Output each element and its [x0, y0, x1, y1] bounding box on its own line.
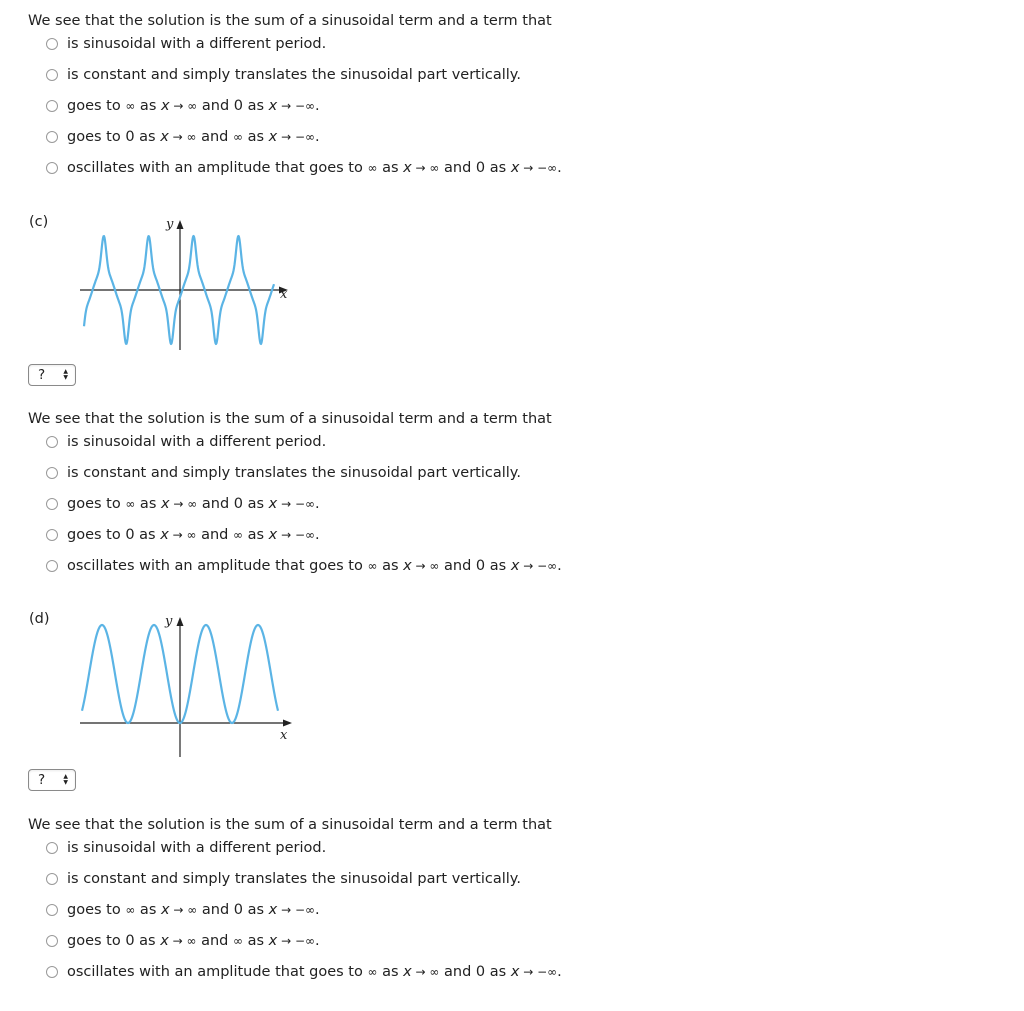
y-axis-label: y	[166, 217, 174, 232]
up-down-arrows-icon: ▲ ▼	[63, 368, 68, 381]
option-text: is constant and simply translates the sinusoidal part vertically.	[67, 871, 521, 887]
option-text: is sinusoidal with a different period.	[67, 840, 327, 856]
radio-circle[interactable]	[46, 467, 58, 479]
option-radio[interactable]	[46, 432, 326, 452]
x-axis-label: x	[280, 728, 288, 743]
option-radio[interactable]	[46, 65, 521, 85]
option-radio[interactable]	[46, 556, 562, 576]
radio-circle[interactable]	[46, 560, 58, 572]
option-radio[interactable]	[46, 900, 320, 920]
option-radio[interactable]	[46, 869, 521, 889]
option-radio[interactable]	[46, 525, 320, 545]
option-text: goes to 0 as x → ∞ and ∞ as x → −∞.	[67, 129, 320, 145]
graph-d	[70, 610, 300, 760]
question-prompt: We see that the solution is the sum of a sinusoidal term and a term that	[28, 13, 552, 29]
option-text: goes to 0 as x → ∞ and ∞ as x → −∞.	[67, 933, 320, 949]
part-c-answer-select[interactable]	[28, 364, 76, 386]
radio-circle[interactable]	[46, 873, 58, 885]
option-text: oscillates with an amplitude that goes to ∞ as x → ∞ and 0 as x → −∞.	[67, 160, 562, 176]
radio-circle[interactable]	[46, 904, 58, 916]
radio-circle[interactable]	[46, 100, 58, 112]
radio-circle[interactable]	[46, 966, 58, 978]
radio-circle[interactable]	[46, 529, 58, 541]
option-text: goes to ∞ as x → ∞ and 0 as x → −∞.	[67, 496, 320, 512]
option-radio[interactable]	[46, 962, 562, 982]
option-text: is sinusoidal with a different period.	[67, 36, 327, 52]
option-text: goes to ∞ as x → ∞ and 0 as x → −∞.	[67, 902, 320, 918]
part-d-answer-select[interactable]	[28, 769, 76, 791]
x-axis-label: x	[280, 287, 288, 302]
option-text: oscillates with an amplitude that goes to ∞ as x → ∞ and 0 as x → −∞.	[67, 558, 562, 574]
radio-circle[interactable]	[46, 436, 58, 448]
option-radio[interactable]	[46, 127, 320, 147]
option-text: is sinusoidal with a different period.	[67, 434, 327, 450]
question-prompt: We see that the solution is the sum of a sinusoidal term and a term that	[28, 411, 552, 427]
radio-circle[interactable]	[46, 38, 58, 50]
x-axis-arrow	[283, 720, 292, 727]
select-value: ?	[38, 367, 46, 383]
up-down-arrows-icon: ▲ ▼	[63, 773, 68, 786]
option-text: is constant and simply translates the sinusoidal part vertically.	[67, 67, 521, 83]
option-text: is constant and simply translates the sinusoidal part vertically.	[67, 465, 521, 481]
radio-circle[interactable]	[46, 69, 58, 81]
question-prompt: We see that the solution is the sum of a sinusoidal term and a term that	[28, 817, 552, 833]
radio-circle[interactable]	[46, 162, 58, 174]
option-text: goes to 0 as x → ∞ and ∞ as x → −∞.	[67, 527, 320, 543]
radio-circle[interactable]	[46, 935, 58, 947]
y-axis-arrow	[177, 220, 184, 229]
option-text: oscillates with an amplitude that goes to ∞ as x → ∞ and 0 as x → −∞.	[67, 964, 562, 980]
radio-circle[interactable]	[46, 131, 58, 143]
radio-circle[interactable]	[46, 498, 58, 510]
option-radio[interactable]	[46, 158, 562, 178]
part-c-label: (c)	[29, 214, 49, 230]
option-radio[interactable]	[46, 463, 521, 483]
part-d-label: (d)	[29, 611, 50, 627]
option-radio[interactable]	[46, 494, 320, 514]
option-radio[interactable]	[46, 96, 320, 116]
select-value: ?	[38, 772, 46, 788]
option-text: goes to ∞ as x → ∞ and 0 as x → −∞.	[67, 98, 320, 114]
option-radio[interactable]	[46, 838, 326, 858]
option-radio[interactable]	[46, 34, 326, 54]
y-axis-label: y	[165, 614, 173, 629]
graph-c	[70, 212, 300, 357]
option-radio[interactable]	[46, 931, 320, 951]
radio-circle[interactable]	[46, 842, 58, 854]
y-axis-arrow	[177, 617, 184, 626]
